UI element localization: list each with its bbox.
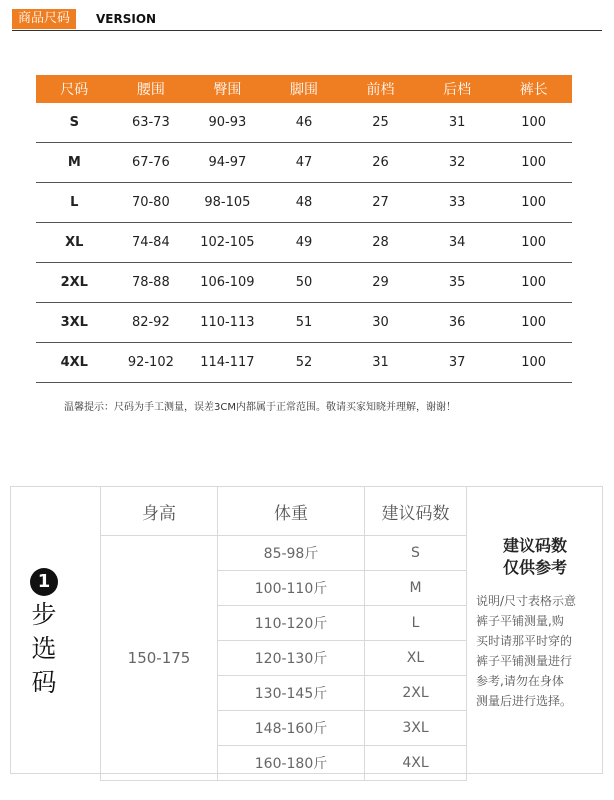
table-cell: 51 bbox=[266, 303, 343, 343]
table-cell: 100 bbox=[495, 183, 572, 223]
table-cell: 25 bbox=[342, 103, 419, 143]
weight-cell: 85-98斤 bbox=[218, 536, 365, 571]
size-cell: 3XL bbox=[365, 711, 467, 746]
table-cell: 90-93 bbox=[189, 103, 266, 143]
step-label bbox=[24, 568, 64, 700]
table-row bbox=[36, 223, 572, 263]
table-cell: 100 bbox=[495, 143, 572, 183]
table-row bbox=[36, 183, 572, 223]
size-recommendation-table bbox=[100, 486, 467, 781]
recommendation-header-row bbox=[101, 487, 467, 536]
table-cell: 78-88 bbox=[113, 263, 190, 303]
table-cell: 36 bbox=[419, 303, 496, 343]
header-cell: 尺码 bbox=[36, 75, 113, 103]
table-cell: 94-97 bbox=[189, 143, 266, 183]
table-cell: 35 bbox=[419, 263, 496, 303]
header-cell: 建议码数 bbox=[365, 487, 467, 536]
step-text bbox=[24, 598, 64, 700]
size-cell: XL bbox=[36, 223, 113, 263]
table-cell: 32 bbox=[419, 143, 496, 183]
table-cell: 34 bbox=[419, 223, 496, 263]
table-cell: 110-113 bbox=[189, 303, 266, 343]
table-row bbox=[36, 263, 572, 303]
table-cell: 100 bbox=[495, 103, 572, 143]
table-cell: 100 bbox=[495, 343, 572, 383]
header-cell: 臀围 bbox=[189, 75, 266, 103]
size-cell: 2XL bbox=[365, 676, 467, 711]
table-row bbox=[36, 103, 572, 143]
header-cell: 体重 bbox=[218, 487, 365, 536]
table-cell: 106-109 bbox=[189, 263, 266, 303]
table-cell: 82-92 bbox=[113, 303, 190, 343]
table-cell: 29 bbox=[342, 263, 419, 303]
table-row bbox=[36, 143, 572, 183]
table-cell: 70-80 bbox=[113, 183, 190, 223]
header-cell: 腰围 bbox=[113, 75, 190, 103]
table-cell: 98-105 bbox=[189, 183, 266, 223]
desc-line: 说明/尺寸表格示意 bbox=[476, 594, 577, 608]
table-cell: 33 bbox=[419, 183, 496, 223]
header-cell: 身高 bbox=[101, 487, 218, 536]
table-cell: 100 bbox=[495, 303, 572, 343]
table-cell: 28 bbox=[342, 223, 419, 263]
size-chart-table bbox=[36, 75, 572, 383]
table-cell: 26 bbox=[342, 143, 419, 183]
table-cell: 30 bbox=[342, 303, 419, 343]
header-cell: 后档 bbox=[419, 75, 496, 103]
side-description bbox=[468, 591, 602, 711]
weight-cell: 120-130斤 bbox=[218, 641, 365, 676]
table-cell: 49 bbox=[266, 223, 343, 263]
section-tag: 商品尺码 bbox=[12, 9, 76, 29]
size-cell: M bbox=[36, 143, 113, 183]
side-title-line1: 建议码数 bbox=[502, 536, 567, 555]
weight-cell: 110-120斤 bbox=[218, 606, 365, 641]
measurement-note: 温馨提示：尺码为手工测量，误差3CM内都属于正常范围。敬请买家知晓并理解，谢谢！ bbox=[64, 402, 456, 413]
table-cell: 67-76 bbox=[113, 143, 190, 183]
table-row bbox=[101, 536, 467, 571]
table-cell: 37 bbox=[419, 343, 496, 383]
side-title-line2: 仅供参考 bbox=[502, 558, 567, 577]
header-divider bbox=[12, 30, 602, 31]
size-cell: S bbox=[36, 103, 113, 143]
table-cell: 114-117 bbox=[189, 343, 266, 383]
step-char: 码 bbox=[31, 668, 57, 697]
height-range-cell: 150-175 bbox=[101, 536, 218, 781]
section-header bbox=[12, 9, 602, 31]
table-cell: 31 bbox=[419, 103, 496, 143]
table-cell: 48 bbox=[266, 183, 343, 223]
table-cell: 31 bbox=[342, 343, 419, 383]
table-cell: 50 bbox=[266, 263, 343, 303]
table-cell: 47 bbox=[266, 143, 343, 183]
table-cell: 100 bbox=[495, 223, 572, 263]
size-cell: 4XL bbox=[36, 343, 113, 383]
header-cell: 前档 bbox=[342, 75, 419, 103]
table-cell: 102-105 bbox=[189, 223, 266, 263]
table-row bbox=[36, 343, 572, 383]
table-cell: 63-73 bbox=[113, 103, 190, 143]
table-cell: 92-102 bbox=[113, 343, 190, 383]
desc-line: 买时请那平时穿的 bbox=[476, 634, 573, 648]
table-row bbox=[36, 303, 572, 343]
size-cell: XL bbox=[365, 641, 467, 676]
size-cell: L bbox=[365, 606, 467, 641]
weight-cell: 100-110斤 bbox=[218, 571, 365, 606]
step-char: 选 bbox=[31, 634, 57, 663]
size-cell: S bbox=[365, 536, 467, 571]
table-cell: 46 bbox=[266, 103, 343, 143]
header-cell: 脚围 bbox=[266, 75, 343, 103]
weight-cell: 160-180斤 bbox=[218, 746, 365, 781]
desc-line: 测量后进行选择。 bbox=[476, 694, 573, 708]
size-cell: 4XL bbox=[365, 746, 467, 781]
desc-line: 参考,请勿在身体 bbox=[476, 674, 564, 688]
size-cell: L bbox=[36, 183, 113, 223]
table-cell: 100 bbox=[495, 263, 572, 303]
weight-cell: 130-145斤 bbox=[218, 676, 365, 711]
size-cell: 2XL bbox=[36, 263, 113, 303]
table-cell: 74-84 bbox=[113, 223, 190, 263]
header-cell: 裤长 bbox=[495, 75, 572, 103]
recommendation-side-panel bbox=[468, 487, 602, 773]
step-number-icon: 1 bbox=[30, 568, 58, 596]
desc-line: 裤子平铺测量,购 bbox=[476, 614, 564, 628]
step-char: 步 bbox=[31, 600, 57, 629]
weight-cell: 148-160斤 bbox=[218, 711, 365, 746]
table-cell: 52 bbox=[266, 343, 343, 383]
desc-line: 裤子平铺测量进行 bbox=[476, 654, 573, 668]
section-version-label: VERSION bbox=[96, 12, 157, 26]
size-cell: M bbox=[365, 571, 467, 606]
size-cell: 3XL bbox=[36, 303, 113, 343]
size-chart-header-row bbox=[36, 75, 572, 103]
table-cell: 27 bbox=[342, 183, 419, 223]
